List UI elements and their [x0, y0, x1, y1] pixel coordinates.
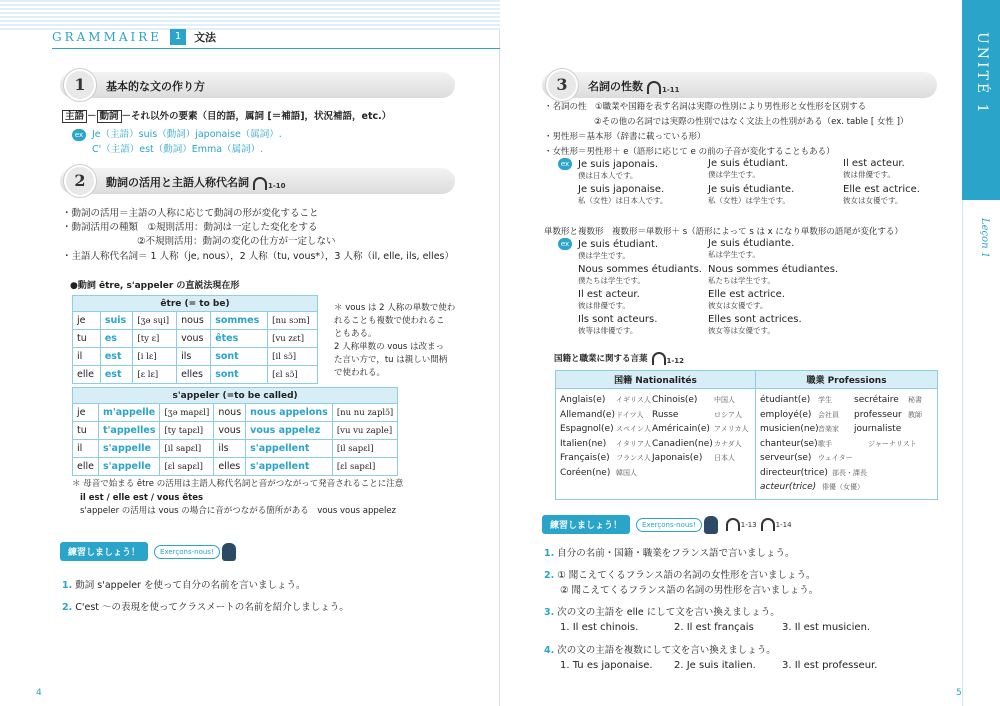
feminine-examples [558, 158, 978, 209]
bullet-types: ・動詞活用の種類 ①規則活用：動詞は一定した変化をする [62, 222, 318, 233]
table-row: tu es [ty ɛ] vous êtes [vu zɛt] [73, 330, 318, 348]
exercise-2: 2. C'est ～の表現を使ってクラスメートの名前を紹介しましょう。 [62, 602, 349, 613]
gender-line-3: ・男性形＝基本形（辞書に載っている形） [544, 132, 706, 142]
unite-label: UNITÉ 1 [974, 32, 990, 116]
headphones-icon[interactable] [652, 352, 666, 365]
list-item: Coréen(ne) 韓国人 [560, 467, 637, 478]
gender-line-2: ②その他の名詞では実際の性別ではなく文法上の性別がある（ex. table [ 女性 ]） [594, 117, 909, 127]
grammar-header [52, 29, 216, 45]
vocab-title: 国籍と職業に関する言葉 1-12 [554, 354, 685, 365]
table-row: elle s'appelle [ɛl sapɛl] elles s'appellent [ɛl sapɛl] [73, 458, 398, 476]
professions-cell [756, 389, 938, 500]
plural-examples [558, 238, 858, 339]
exercise-3: 3. 次の文の主語を elle にして文を言い換えましょう。 [544, 607, 780, 618]
exercise-4: 4. 次の文の主語を複数にして文を言い換えましょう。 [544, 645, 776, 656]
sappeler-table [72, 387, 398, 476]
ex-icon: ex [558, 238, 572, 250]
example-row: Je suis japonaise. 私（女性）は日本人です。 Je suis étudiante. 私（女性）は学生です。 Elle est actrice. 彼女は女優です。 [578, 184, 920, 205]
grammar-label: GRAMMAIRE [52, 30, 163, 44]
practice-header [60, 542, 236, 561]
audio-track: 1-14 [775, 520, 792, 529]
list-item: Français(e) フランス人 Japonais(e) 日本人 [560, 453, 735, 464]
practice-bubble: Exerçons-nous! [154, 545, 220, 559]
table-row: je m'appelle [ʒə mapɛl] nous nous appelons [nu nu zaplɔ̃] [73, 404, 398, 422]
list-item: chanteur(se) 歌手 ジャーナリスト [760, 438, 917, 449]
exercise-1: 1. 自分の名前・国籍・職業をフランス語で言いましょう。 [544, 548, 795, 559]
example-row: Ils sont acteurs. 彼等は俳優です。 Elles sont actrices. 彼女等は女優です。 [578, 314, 802, 335]
audio-track: 1-11 [662, 86, 680, 94]
gender-line-4: ・女性形＝男性形＋ e（語形に応じて e の前の子音が変化することもある） [544, 147, 835, 157]
section-number: 2 [64, 165, 96, 197]
exercise-1: 1. 動詞 s'appeler を使って自分の名前を言いましょう。 [62, 580, 306, 591]
subject-box: 主語 [62, 110, 87, 123]
table-row: il s'appelle [il sapɛl] ils s'appellent [il sapɛl] [73, 440, 398, 458]
verb-box: 動詞 [97, 110, 122, 123]
exercise-2a: 2. ① 聞こえてくるフランス語の名詞の女性形を言いましょう。 [544, 570, 816, 581]
lecon-label: Leçon 1 [979, 218, 990, 259]
example-text: C'（主語）est（動詞）Emma（属詞）. [92, 144, 264, 155]
page-number: 5 [956, 688, 962, 698]
header-stripes [0, 0, 500, 30]
section-number: 3 [546, 69, 578, 101]
grammar-number: 1 [170, 29, 186, 45]
bullet-pronouns: ・主語人称代名詞＝ 1 人称（je, nous），2 人称（tu, vous*），3 人称（il, elle, ils, elles） [62, 251, 454, 262]
etre-table [72, 295, 318, 384]
practice-label: 練習しましょう！ [542, 515, 630, 534]
audio-track: 1-10 [268, 182, 286, 190]
practice-header [542, 515, 792, 534]
list-item: employé(e) 会社員 professeur 教師 [760, 409, 922, 420]
cat-icon [222, 543, 236, 561]
list-item: Espagnol(e) スペイン人 Américain(e) アメリカ人 [560, 424, 749, 435]
exercise-2b: ② 聞こえてくるフランス語の名詞の男性形を言いましょう。 [560, 585, 819, 596]
list-item: serveur(se) ウェイター [760, 453, 853, 464]
ex-icon: ex [558, 158, 572, 170]
structure-line: 主語 － 動詞 －それ以外の要素（目的語，属詞 [＝補語]，状況補語，etc.） [62, 108, 391, 122]
headphones-icon[interactable] [761, 518, 775, 531]
table-row: elle est [ɛ lɛ] elles sont [ɛl sɔ̃] [73, 366, 318, 384]
etre-header: être (= to be) [73, 296, 318, 312]
section-title: 基本的な文の作り方 [106, 80, 205, 93]
headphones-icon[interactable] [647, 81, 661, 94]
practice-bubble: Exerçons-nous! [636, 518, 702, 532]
table-heading: ●動詞 être, s'appeler の直説法現在形 [70, 281, 240, 291]
ex-icon: ex [72, 129, 86, 141]
cat-icon [704, 516, 718, 534]
audio-track: 1-12 [666, 357, 685, 365]
liaison-note: ＊ 母音で始まる être の活用は主語人称代名詞と音がつながって発音されることに注意 il est / elle est / vous êtes s'appeler の活用は vous の場合に音がつながる箇所がある vous vous appelez [72, 479, 404, 516]
section-3-bar [542, 72, 937, 98]
table-row: tu t'appelles [ty tapɛl] vous vous appelez [vu vu zaple] [73, 422, 398, 440]
section-title: 名詞の性数 1-11 [588, 80, 680, 94]
example-row: Il est acteur. 彼は俳優です。 Elle est actrice. 彼女は女優です。 [578, 289, 785, 310]
bullet-conjugation: ・動詞の活用＝主語の人称に応じて動詞の形が変化すること [62, 208, 319, 219]
example-row: Nous sommes étudiants. 僕たちは学生です。 Nous sommes étudiantes. 私たちは学生です。 [578, 264, 839, 285]
section-title: 動詞の活用と主語人称代名詞 1-10 [106, 176, 286, 190]
example-1 [72, 126, 282, 141]
section-1-bar [60, 72, 455, 98]
headphones-icon[interactable] [726, 518, 740, 531]
gender-line-1: ・名詞の性 ①職業や国籍を表す名詞は実際の性別により男性形と女性形を区別する [544, 102, 867, 112]
practice-label: 練習しましょう！ [60, 542, 148, 561]
list-item: directeur(trice) 部長・課長 [760, 467, 867, 478]
audio-track: 1-13 [740, 520, 757, 529]
nationalities-header: 国籍 Nationalités [556, 371, 756, 389]
example-2 [92, 141, 263, 155]
plural-title: 単数形と複数形 複数形＝単数形＋ s（語形によって s は x になり単数形の語尾が変化する） [544, 227, 903, 237]
headphones-icon[interactable] [253, 177, 267, 190]
page-number: 4 [36, 688, 42, 698]
section-2-bar [60, 168, 455, 194]
example-text: Je（主語）suis（動詞）japonaise（属詞）. [92, 129, 282, 140]
nationalities-cell [556, 389, 756, 500]
structure-rest: －それ以外の要素（目的語，属詞 [＝補語]，状況補語，etc.） [121, 111, 392, 122]
list-item: Italien(ne) イタリア人 Canadien(ne) カナダ人 [560, 438, 742, 449]
list-item: étudiant(e) 学生 secrétaire 秘書 [760, 395, 922, 406]
vocab-table [555, 370, 938, 500]
example-row: ex Je suis japonais. 僕は日本人です。 Je suis étudiant. 僕は学生です。 Il est acteur. 彼は俳優です。 [558, 158, 978, 184]
bullet-types-2: ②不規則活用：動詞の変化の仕方が一定しない [137, 236, 336, 247]
professions-header: 職業 Professions [756, 371, 938, 389]
grammar-title: 文法 [194, 31, 217, 44]
list-item: Anglais(e) イギリス人 Chinois(e) 中国人 [560, 395, 735, 406]
section-number: 1 [64, 69, 96, 101]
sappeler-header: s'appeler (=to be called) [73, 388, 398, 404]
table-row: je suis [ʒə sɥi] nous sommes [nu sɔm] [73, 312, 318, 330]
list-item: acteur(trice) 俳優（女優） [760, 482, 864, 493]
exercise-3-items: 1. Il est chinois. 2. Il est français 3. Il est musicien. [560, 622, 871, 633]
exercise-4-items: 1. Tu es japonaise. 2. Je suis italien. 3. Il est professeur. [560, 660, 878, 671]
vous-note: ＊ vous は 2 人称の単数で使わ れることも複数で使われるこ ともある。 2 人称単数の vous は改まっ た言い方で，tu は親しい間柄 で使われる。 [334, 303, 456, 378]
header-rule [52, 48, 500, 49]
table-row: il est [i lɛ] ils sont [il sɔ̃] [73, 348, 318, 366]
list-item: Allemand(e) ドイツ人 Russe ロシア人 [560, 409, 742, 420]
list-item: musicien(ne) 音楽家 journaliste [760, 424, 902, 435]
margin-rule [962, 200, 963, 706]
example-row: ex Je suis étudiant. 僕は学生です。 Je suis étudiante. 私は学生です。 [558, 238, 858, 264]
right-page [500, 0, 1000, 706]
